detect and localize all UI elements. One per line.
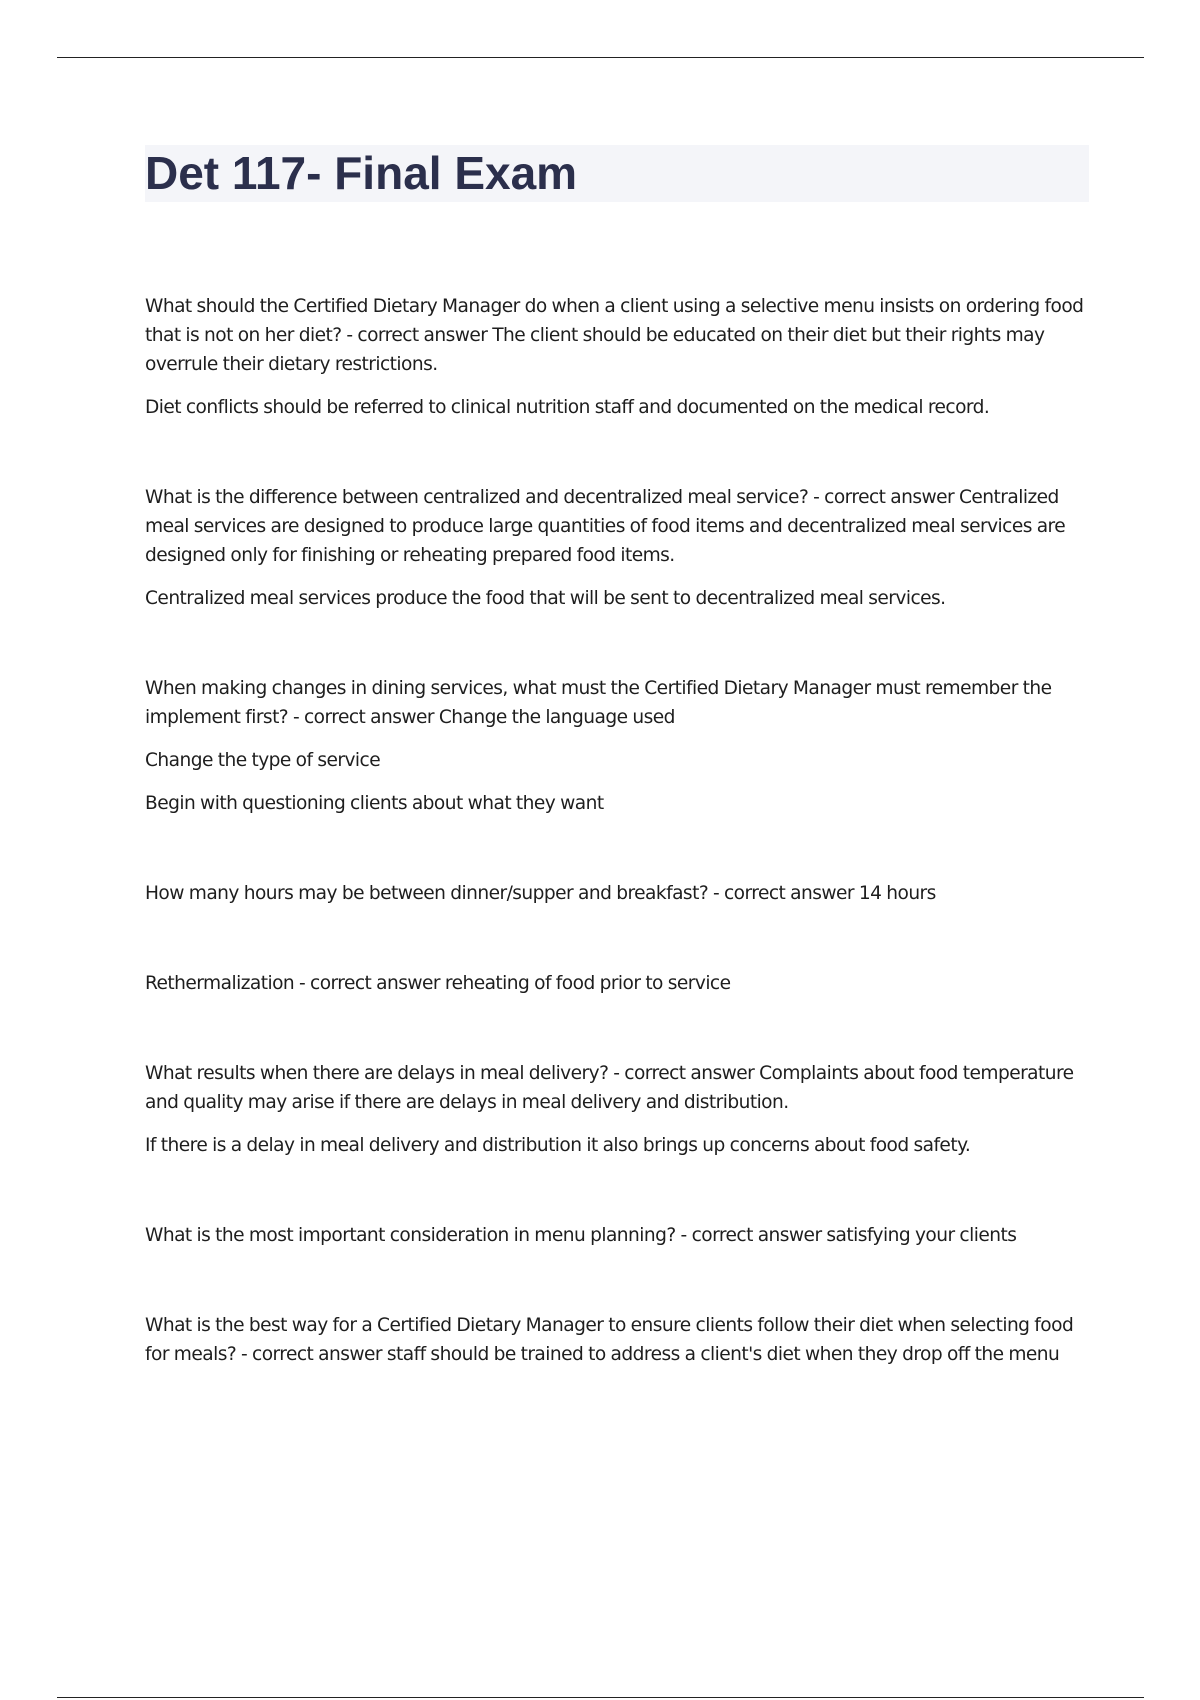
question-paragraph: Rethermalization - correct answer reheating of food prior to service — [145, 973, 731, 994]
question-paragraph: When making changes in dining services, what must the Certified Dietary Manager must remember the implement first? - correct answer Change the language used — [145, 678, 1052, 728]
header-rule — [57, 57, 1144, 58]
question-paragraph: How many hours may be between dinner/supper and breakfast? - correct answer 14 hours — [145, 883, 936, 904]
qa-item — [145, 1059, 1090, 1160]
qa-item — [145, 1221, 1090, 1250]
qa-item — [145, 674, 1090, 818]
qa-item — [145, 483, 1090, 613]
qa-item — [145, 1311, 1090, 1369]
question-paragraph: What results when there are delays in meal delivery? - correct answer Complaints about food temperature and quality may arise if there are delays in meal delivery and distribution. — [145, 1063, 1074, 1113]
answer-paragraph: If there is a delay in meal delivery and distribution it also brings up concerns about food safety. — [145, 1135, 971, 1156]
qa-item — [145, 879, 1090, 908]
answer-paragraph: Begin with questioning clients about what they want — [145, 793, 604, 814]
question-paragraph: What should the Certified Dietary Manager do when a client using a selective menu insists on ordering food that is not on her diet? - correct answer The client should be educated on their diet but their rights may overrule their dietary restrictions. — [145, 296, 1084, 375]
page-title: Det 117- Final Exam — [145, 147, 578, 199]
question-paragraph: What is the difference between centralized and decentralized meal service? - correct answer Centralized meal services are designed to produce large quantities of food items and decentralized meal services are designed only for finishing or reheating prepared food items. — [145, 487, 1066, 566]
footer-rule — [57, 1697, 1144, 1698]
document-body — [145, 292, 1090, 1430]
question-paragraph: What is the best way for a Certified Dietary Manager to ensure clients follow their diet when selecting food for meals? - correct answer staff should be trained to address a client's diet when they drop off the menu — [145, 1315, 1074, 1365]
answer-paragraph: Diet conflicts should be referred to clinical nutrition staff and documented on the medical record. — [145, 397, 990, 418]
qa-item — [145, 969, 1090, 998]
question-paragraph: What is the most important consideration in menu planning? - correct answer satisfying your clients — [145, 1225, 1017, 1246]
qa-item — [145, 292, 1090, 422]
answer-paragraph: Change the type of service — [145, 750, 381, 771]
answer-paragraph: Centralized meal services produce the food that will be sent to decentralized meal services. — [145, 588, 946, 609]
